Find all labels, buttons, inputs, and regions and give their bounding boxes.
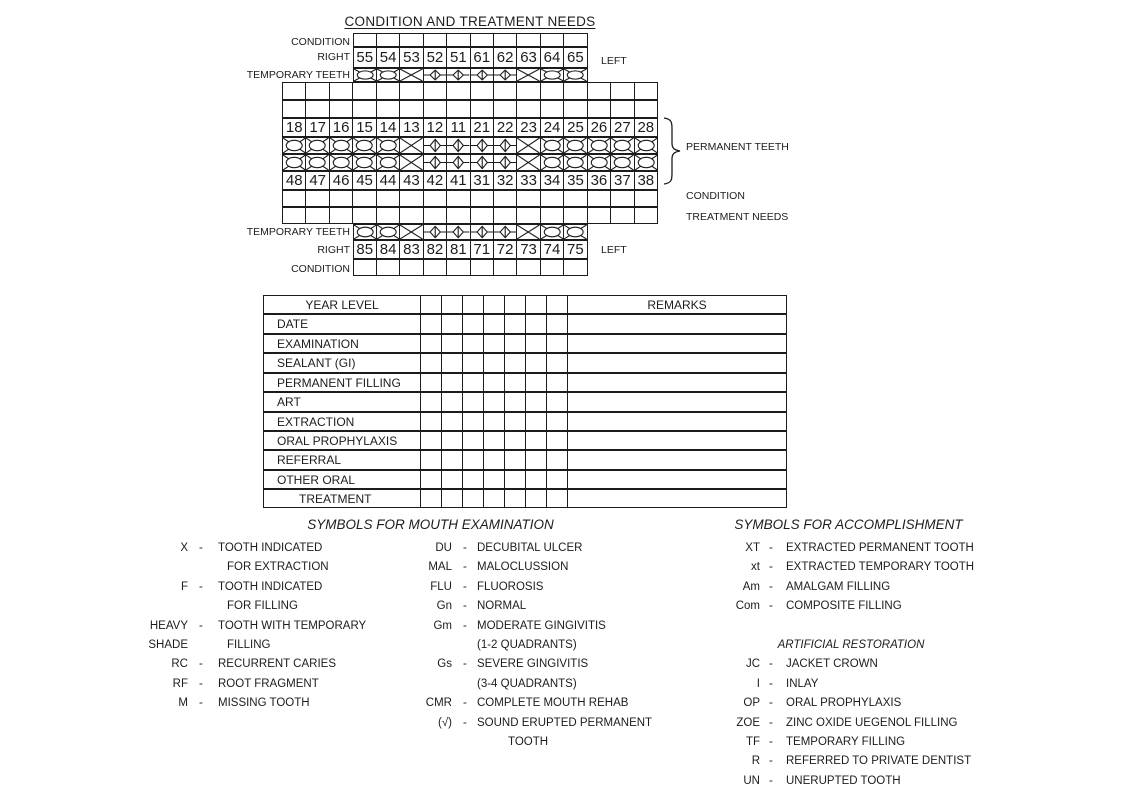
tooth-number-cell: 72: [494, 241, 517, 258]
legend-symbol: (√): [438, 717, 452, 729]
legend-symbol: I: [756, 678, 760, 690]
legend-symbol: XT: [745, 542, 760, 554]
legend-symbol: DU: [435, 542, 452, 554]
tooth-number-cell: 51: [447, 48, 470, 67]
row-label-cell: REFERRAL: [264, 451, 421, 469]
tooth-number-cell: 74: [541, 241, 564, 258]
legend-dash: -: [463, 542, 467, 554]
legend-symbol: CMR: [425, 697, 452, 709]
tooth-number-cell: 31: [471, 172, 494, 189]
tooth-number-cell: 48: [283, 172, 306, 189]
legend-dash: -: [769, 542, 773, 554]
legend-dash: -: [199, 620, 203, 632]
legend-text: TOOTH INDICATED: [218, 581, 323, 593]
tooth-number-cell: 64: [541, 48, 564, 67]
tooth-number-cell: 52: [424, 48, 447, 67]
tooth-number-cell: 54: [377, 48, 400, 67]
permanent-teeth-label: PERMANENT TEETH: [686, 141, 789, 153]
tooth-number-cell: 63: [517, 48, 540, 67]
legend-symbol: M: [178, 697, 188, 709]
legend-text: FOR FILLING: [227, 600, 298, 612]
condition-upper-label: CONDITION: [291, 36, 350, 48]
legend-symbol: OP: [743, 697, 760, 709]
tooth-number-cell: 36: [588, 172, 611, 189]
legend-symbol: X: [180, 542, 188, 554]
legend-text: TOOTH INDICATED: [218, 542, 323, 554]
tooth-number-cell: 65: [567, 49, 584, 66]
legend-symbol: HEAVY: [149, 620, 188, 632]
legend-text: AMALGAM FILLING: [786, 581, 891, 593]
legend-text: COMPOSITE FILLING: [786, 600, 902, 612]
tooth-number-cell: 27: [611, 119, 634, 136]
tooth-number-cell: 62: [494, 48, 517, 67]
tooth-number-cell: 24: [541, 119, 564, 136]
legend-dash: -: [199, 678, 203, 690]
remarks-header-cell: REMARKS: [647, 297, 707, 312]
tooth-number-cell: 47: [306, 172, 329, 189]
tooth-number-cell: 32: [494, 172, 517, 189]
legend-symbol: UN: [743, 775, 760, 787]
legend-text: TEMPORARY FILLING: [786, 736, 906, 748]
legend-symbol: FLU: [430, 581, 452, 593]
tooth-number-cell: 28: [637, 119, 655, 136]
legend-symbol: Gs: [437, 658, 452, 670]
tooth-number-cell: 26: [588, 119, 611, 136]
legend-dash: -: [463, 561, 467, 573]
legend-text: TOOTH: [508, 736, 549, 748]
legend-dash: -: [769, 600, 773, 612]
condition-lower-label: CONDITION: [291, 263, 350, 275]
legend-text: EXTRACTED PERMANENT TOOTH: [786, 542, 974, 554]
legend-dash: -: [769, 736, 773, 748]
tooth-number-cell: 21: [471, 119, 494, 136]
legend-symbol: R: [751, 755, 760, 767]
legend-text: SEVERE GINGIVITIS: [477, 658, 589, 670]
legend-dash: -: [463, 717, 467, 729]
legend-dash: -: [769, 561, 773, 573]
legend-symbol: MAL: [428, 561, 452, 573]
row-label-cell: EXAMINATION: [264, 335, 421, 352]
tooth-number-cell: 17: [306, 119, 329, 136]
legend-symbol: TF: [745, 736, 760, 748]
tooth-number-cell: 14: [377, 119, 400, 136]
page-title: CONDITION AND TREATMENT NEEDS: [344, 14, 596, 29]
legend-dash: -: [769, 717, 773, 729]
tooth-number-cell: 46: [330, 172, 353, 189]
legend-dash: -: [769, 755, 773, 767]
row-label-cell: ORAL PROPHYLAXIS: [264, 432, 421, 449]
legend-text: ORAL PROPHYLAXIS: [786, 697, 902, 709]
legend-dash: -: [463, 581, 467, 593]
legend-dash: -: [769, 678, 773, 690]
tooth-number-cell: 37: [611, 172, 634, 189]
right-lower-label: RIGHT: [317, 244, 350, 256]
legend-text: FILLING: [227, 639, 271, 651]
legend-text: JACKET CROWN: [786, 658, 878, 670]
row-label-cell: DATE: [264, 315, 421, 333]
legend-text: ROOT FRAGMENT: [218, 678, 319, 690]
tooth-number-cell: 41: [447, 172, 470, 189]
accomplishment-legend-title: SYMBOLS FOR ACCOMPLISHMENT: [734, 517, 963, 532]
tooth-number-cell: 73: [517, 241, 540, 258]
legend-text: TOOTH WITH TEMPORARY: [218, 620, 367, 632]
legend-dash: -: [769, 775, 773, 787]
mouth-examination-legend-title: SYMBOLS FOR MOUTH EXAMINATION: [307, 517, 554, 532]
tooth-number-cell: 11: [447, 119, 470, 136]
legend-symbol: RF: [172, 678, 188, 690]
artificial-restoration-subtitle: ARTIFICIAL RESTORATION: [777, 639, 925, 651]
legend-text: FLUOROSIS: [477, 581, 544, 593]
row-label-cell: TREATMENT: [264, 490, 421, 507]
left-lower-label: LEFT: [601, 244, 627, 256]
row-label-cell: PERMANENT FILLING: [264, 374, 421, 391]
legend-dash: -: [463, 697, 467, 709]
row-label-cell: SEALANT (GI): [264, 354, 421, 372]
right-upper-label: RIGHT: [317, 51, 350, 63]
legend-text: RECURRENT CARIES: [218, 658, 336, 670]
tooth-number-cell: 18: [283, 119, 306, 136]
legend-dash: -: [463, 600, 467, 612]
legend-dash: -: [463, 620, 467, 632]
treatment-needs-label: TREATMENT NEEDS: [686, 211, 789, 223]
legend-text: (3-4 QUADRANTS): [477, 678, 577, 690]
tooth-number-cell: 83: [400, 241, 423, 258]
legend-text: (1-2 QUADRANTS): [477, 639, 577, 651]
row-label-cell: ART: [264, 393, 421, 411]
legend-symbol: F: [180, 581, 188, 593]
tooth-number-cell: 44: [377, 172, 400, 189]
legend-dash: -: [463, 658, 467, 670]
tooth-number-cell: 42: [424, 172, 447, 189]
tooth-number-cell: 53: [400, 48, 423, 67]
legend-symbol: xt: [751, 561, 760, 573]
legend-symbol: Gn: [436, 600, 452, 612]
tooth-number-cell: 15: [353, 119, 376, 136]
legend-text: MALOCLUSSION: [477, 561, 569, 573]
legend-dash: -: [199, 697, 203, 709]
legend-text: MODERATE GINGIVITIS: [477, 620, 606, 632]
tooth-number-cell: 55: [354, 48, 377, 67]
tooth-number-cell: 13: [400, 119, 423, 136]
legend-text: DECUBITAL ULCER: [477, 542, 583, 554]
legend-text: ZINC OXIDE UEGENOL FILLING: [786, 717, 958, 729]
row-label-cell: OTHER ORAL: [264, 471, 421, 488]
legend-symbol: JC: [745, 658, 760, 670]
tooth-number-cell: 61: [471, 48, 494, 67]
tooth-number-cell: 23: [517, 119, 540, 136]
legend-text: SOUND ERUPTED PERMANENT: [477, 717, 653, 729]
tooth-number-cell: 43: [400, 172, 423, 189]
legend-text: COMPLETE MOUTH REHAB: [477, 697, 629, 709]
tooth-number-cell: 84: [377, 241, 400, 258]
tooth-number-cell: 45: [353, 172, 376, 189]
legend-dash: -: [199, 542, 203, 554]
legend-text: UNERUPTED TOOTH: [786, 775, 901, 787]
temporary-teeth-lower-label: TEMPORARY TEETH: [246, 226, 350, 238]
year-level-header-cell: YEAR LEVEL: [264, 296, 421, 313]
tooth-number-cell: 16: [330, 119, 353, 136]
legend-text: NORMAL: [477, 600, 527, 612]
row-label-cell: EXTRACTION: [264, 413, 421, 430]
legend-symbol: SHADE: [148, 639, 188, 651]
condition-permanent-label: CONDITION: [686, 190, 745, 202]
legend-symbol: ZOE: [736, 717, 760, 729]
legend-text: INLAY: [786, 678, 819, 690]
tooth-number-cell: 38: [637, 172, 655, 189]
temporary-teeth-upper-label: TEMPORARY TEETH: [246, 69, 350, 81]
legend-text: FOR EXTRACTION: [227, 561, 329, 573]
legend-dash: -: [199, 581, 203, 593]
tooth-number-cell: 85: [354, 241, 377, 258]
tooth-number-cell: 22: [494, 119, 517, 136]
tooth-number-cell: 33: [517, 172, 540, 189]
legend-symbol: RC: [171, 658, 188, 670]
tooth-number-cell: 34: [541, 172, 564, 189]
tooth-number-cell: 81: [447, 241, 470, 258]
legend-dash: -: [199, 658, 203, 670]
legend-dash: -: [769, 581, 773, 593]
legend-dash: -: [769, 658, 773, 670]
tooth-number-cell: 25: [564, 119, 587, 136]
tooth-number-cell: 12: [424, 119, 447, 136]
tooth-number-cell: 82: [424, 241, 447, 258]
legend-symbol: Am: [742, 581, 760, 593]
left-upper-label: LEFT: [601, 55, 627, 67]
legend-dash: -: [769, 697, 773, 709]
legend-symbol: Gm: [433, 620, 452, 632]
tooth-number-cell: 35: [564, 172, 587, 189]
tooth-number-cell: 71: [471, 241, 494, 258]
tooth-number-cell: 75: [567, 241, 584, 258]
legend-symbol: Com: [735, 600, 760, 612]
legend-text: EXTRACTED TEMPORARY TOOTH: [786, 561, 975, 573]
legend-text: REFERRED TO PRIVATE DENTIST: [786, 755, 972, 767]
legend-text: MISSING TOOTH: [218, 697, 310, 709]
